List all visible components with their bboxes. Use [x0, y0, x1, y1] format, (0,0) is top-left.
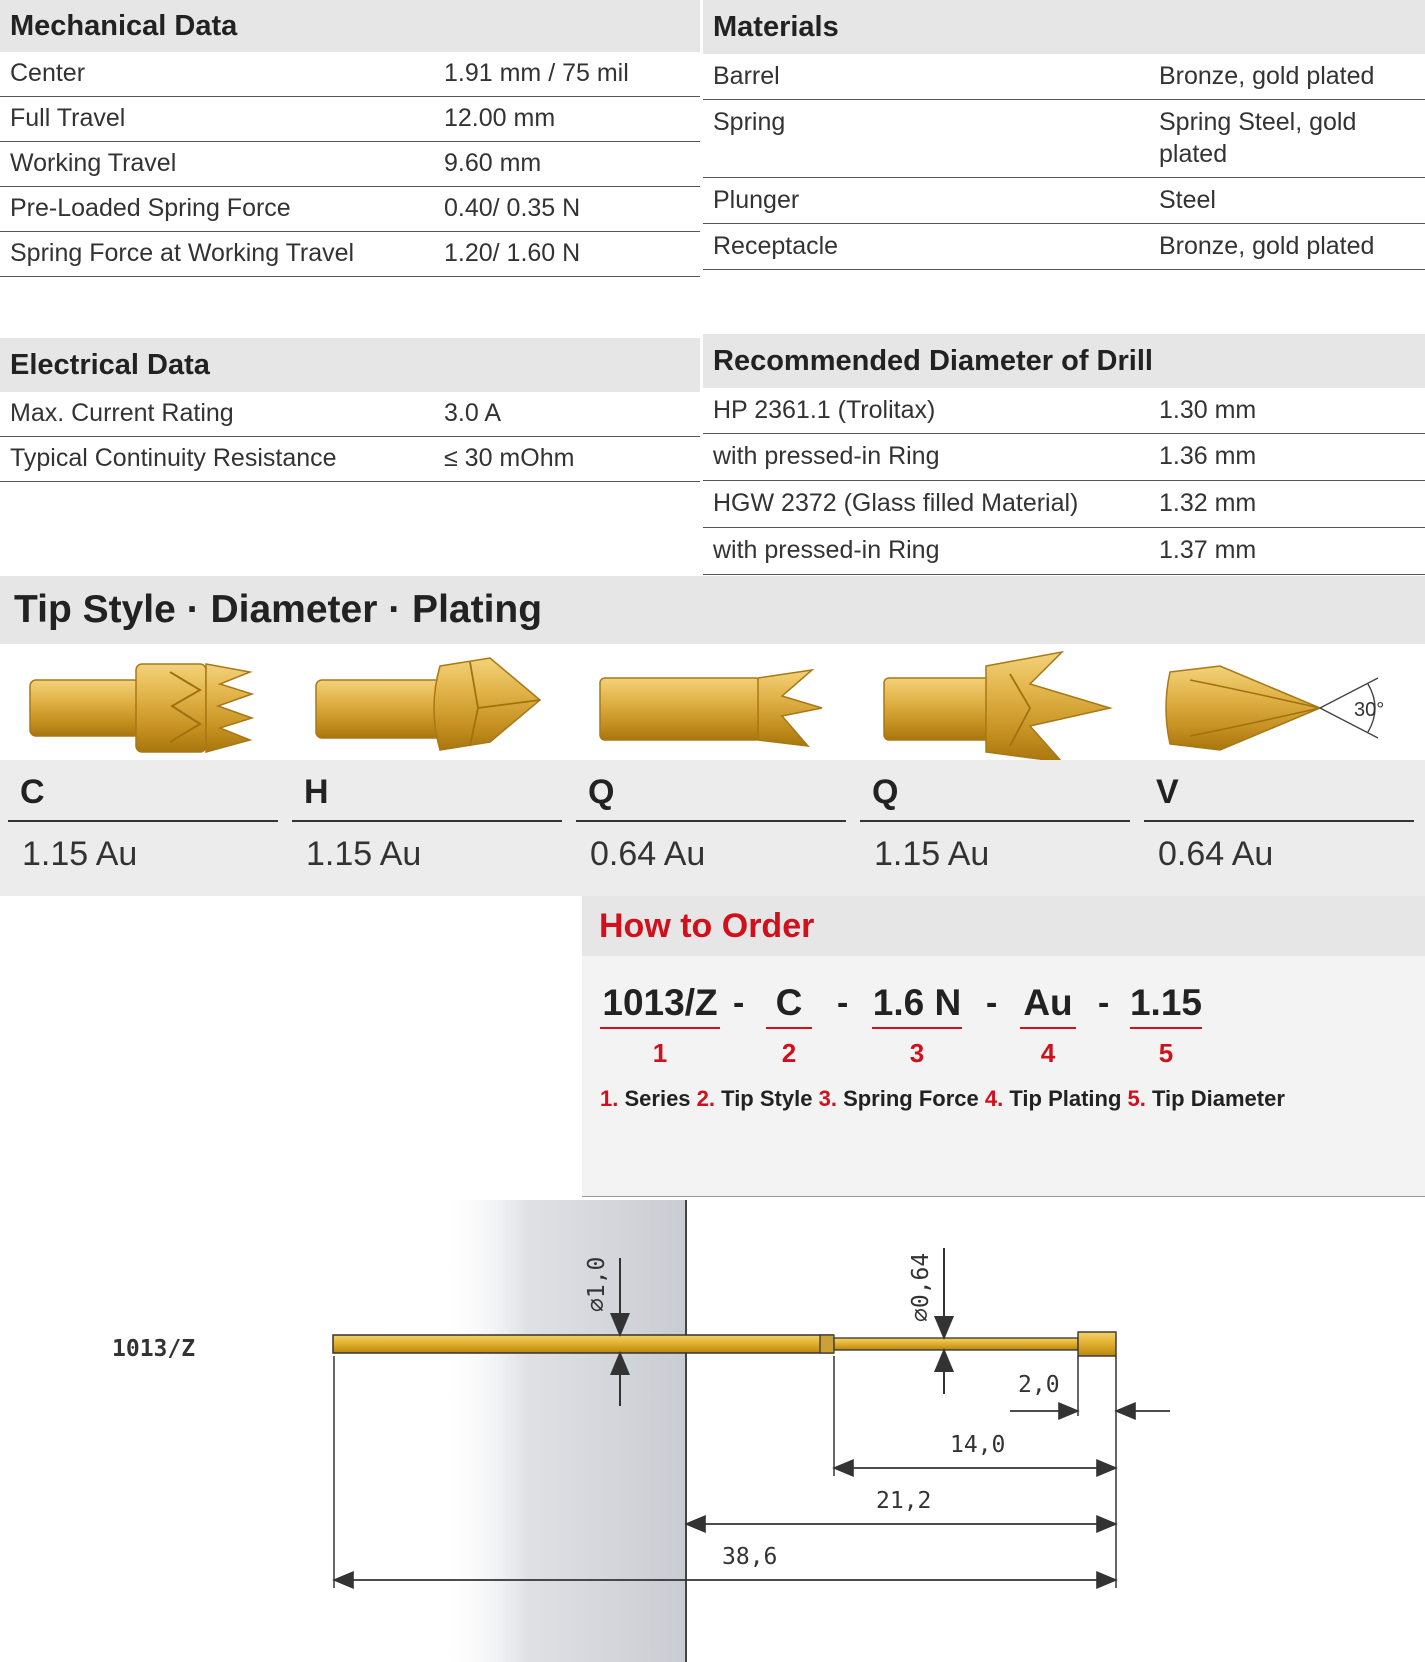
dim-barrel-diameter: ⌀1,0 [584, 1256, 610, 1312]
row-label: with pressed-in Ring [713, 442, 940, 470]
legend-text: Tip Plating [1009, 1086, 1122, 1111]
order-part-diameter: 1.15 [1129, 982, 1202, 1023]
legend-number: 4. [984, 1086, 1004, 1111]
tip-q-large-icon [884, 652, 1110, 760]
row-value: Spring Steel, gold plated [1159, 108, 1357, 168]
row-label: HGW 2372 (Glass filled Material) [713, 489, 1079, 517]
table-row [703, 388, 1425, 434]
tip-style-v: V [1156, 773, 1179, 811]
order-part-tip-style: C [775, 982, 803, 1023]
order-number: 4 [1040, 1038, 1056, 1068]
legend-text: Series [624, 1086, 691, 1111]
row-value: ≤ 30 mOhm [444, 444, 575, 472]
order-dash: - [733, 984, 745, 1022]
row-label: Max. Current Rating [10, 399, 234, 427]
legend-number: 2. [696, 1086, 716, 1111]
table-row [0, 437, 700, 482]
tip-value: 1.15 Au [22, 835, 138, 873]
tip-style-c: C [20, 773, 45, 811]
dim-exposed-length: 21,2 [876, 1488, 932, 1514]
electrical-table [0, 392, 700, 482]
table-row [703, 224, 1425, 270]
tips-panel [0, 760, 1425, 896]
dim-plunger-length: 14,0 [950, 1432, 1006, 1458]
row-label: Spring Force at Working Travel [10, 239, 355, 267]
table-row [703, 178, 1425, 224]
row-label: Working Travel [10, 149, 177, 177]
row-value: Bronze, gold plated [1159, 62, 1375, 90]
row-label: Barrel [713, 62, 780, 90]
tip-divider [1144, 820, 1414, 822]
materials-header: Materials [703, 0, 1425, 54]
row-value: 12.00 mm [444, 104, 556, 132]
tip-h-icon [316, 658, 540, 750]
row-value: 0.40/ 0.35 N [444, 194, 581, 222]
row-label: Pre-Loaded Spring Force [10, 194, 291, 222]
mechanical-table [0, 52, 700, 277]
tip-value: 0.64 Au [1158, 835, 1274, 873]
row-value: 1.20/ 1.60 N [444, 239, 581, 267]
row-label: Receptacle [713, 232, 839, 260]
table-row [0, 187, 700, 232]
row-value: 1.36 mm [1159, 442, 1257, 470]
row-label: Plunger [713, 186, 800, 214]
order-part-series: 1013/Z [602, 982, 718, 1023]
order-dash: - [1098, 984, 1110, 1022]
legend-number: 3. [818, 1086, 837, 1111]
drill-header: Recommended Diameter of Drill [703, 334, 1425, 388]
row-label: HP 2361.1 (Trolitax) [713, 396, 936, 424]
order-number: 5 [1158, 1038, 1174, 1068]
order-number: 3 [909, 1038, 925, 1068]
board-shading [440, 1200, 686, 1662]
order-legend [600, 1086, 1285, 1112]
tip-v-icon [1166, 666, 1378, 750]
row-label: with pressed-in Ring [713, 536, 940, 564]
row-value: 1.91 mm / 75 mil [444, 59, 629, 87]
row-value: 3.0 A [444, 399, 501, 427]
tip-divider [8, 820, 278, 822]
legend-text: Tip Style [721, 1086, 813, 1111]
row-label: Typical Continuity Resistance [10, 444, 337, 472]
dim-tip-diameter: ⌀0,64 [908, 1252, 934, 1322]
table-row [0, 52, 700, 97]
tip-angle-label: 30° [1354, 699, 1385, 721]
tip-style-q: Q [588, 773, 615, 811]
row-label: Center [10, 59, 86, 87]
row-label: Full Travel [10, 104, 126, 132]
materials-table [703, 54, 1425, 270]
table-row [703, 100, 1425, 178]
tip-style-q: Q [872, 773, 899, 811]
order-part-plating: Au [1023, 982, 1073, 1023]
legend-number: 5. [1127, 1086, 1146, 1111]
order-part-spring-force: 1.6 N [872, 982, 962, 1023]
row-value: 1.32 mm [1159, 489, 1257, 517]
tip-divider [860, 820, 1130, 822]
order-dash: - [986, 984, 998, 1022]
table-row [0, 142, 700, 187]
legend-text: Spring Force [843, 1086, 979, 1111]
order-underline [1020, 1027, 1076, 1029]
row-value: 1.37 mm [1159, 536, 1257, 564]
table-row [703, 434, 1425, 481]
tip-value: 1.15 Au [874, 835, 990, 873]
table-row [703, 481, 1425, 528]
table-row [703, 54, 1425, 100]
order-number: 1 [652, 1038, 668, 1068]
tips-header: Tip Style · Diameter · Plating [0, 576, 1425, 644]
row-value: 1.30 mm [1159, 396, 1257, 424]
table-row [0, 392, 700, 437]
row-value: Steel [1159, 186, 1216, 214]
order-dash: - [837, 984, 849, 1022]
dim-total-length: 38,6 [722, 1544, 778, 1570]
dim-tip-length: 2,0 [1018, 1372, 1060, 1398]
tip-style-h: H [304, 773, 329, 811]
legend-text: Tip Diameter [1152, 1086, 1285, 1111]
order-number: 2 [781, 1038, 797, 1068]
order-underline [766, 1027, 812, 1029]
tip-value: 0.64 Au [590, 835, 706, 873]
tip-images [0, 650, 1425, 760]
order-header: How to Order [582, 896, 1425, 956]
legend-number: 1. [600, 1086, 619, 1111]
row-label: Spring [713, 108, 786, 136]
tip-divider [292, 820, 562, 822]
table-row [0, 97, 700, 142]
table-row [0, 232, 700, 277]
probe-drawing [333, 1332, 1116, 1356]
tip-value: 1.15 Au [306, 835, 422, 873]
mechanical-header: Mechanical Data [0, 0, 700, 52]
order-underline [1130, 1027, 1202, 1029]
tip-c-icon [30, 664, 252, 752]
row-value: 9.60 mm [444, 149, 542, 177]
tip-q-small-icon [600, 670, 822, 746]
table-row [703, 528, 1425, 575]
drill-table [703, 388, 1425, 575]
row-value: Bronze, gold plated [1159, 232, 1375, 260]
tip-divider [576, 820, 846, 822]
order-underline [872, 1027, 962, 1029]
drawing-model-label: 1013/Z [112, 1336, 196, 1362]
technical-drawing [0, 1196, 1425, 1662]
order-underline [600, 1027, 720, 1029]
electrical-header: Electrical Data [0, 338, 700, 392]
